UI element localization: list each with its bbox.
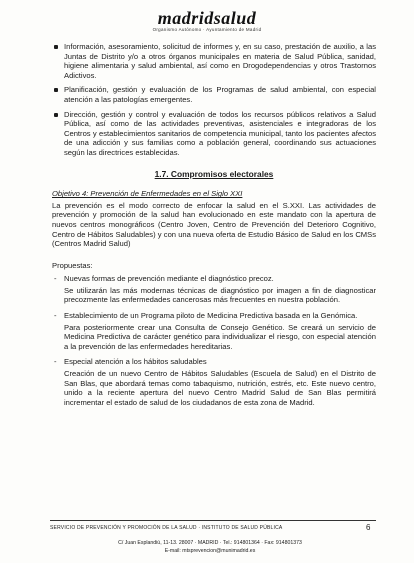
bullet-item: Planificación, gestión y evaluación de los Programas de salud ambiental, con especial atención a las patologías emergentes.	[52, 85, 376, 104]
address-line: C/ Juan Esplandiú, 11-13. 28007 · MADRID · Tel.: 914801364 · Fax: 914801373	[118, 540, 302, 546]
footer-divider	[50, 520, 376, 521]
objective-text: La prevención es el modo correcto de enfocar la salud en el S.XXI. Las actividades de prevención y promoción de la salud han evolucionado en este mandato con la apertura de nuevos centros monográficos (Centro Joven, Centro de Prevención del Deterioro Cognitivo, Centro de Hábitos Saludables) y con una nueva oferta de Estudio Básico de Salud en los CMSs (Centros Madrid Salud)	[52, 200, 376, 249]
logo-subtitle: Organismo Autónomo · Ayuntamiento de Madrid	[152, 27, 262, 32]
page-number: 6	[366, 523, 371, 532]
proposal-text: Para posteriormente crear una Consulta de Consejo Genético. Se creará un servicio de Medicina Predictiva de carácter genético para individualizar el riesgo, con especial atención a la prevención de las enfermedades hereditarias.	[64, 322, 376, 351]
proposal-text: Creación de un nuevo Centro de Hábitos Saludables (Escuela de Salud) en el Distrito de San Blas, que abordará temas como tabaquismo, nutrición, estrés, etc. Este nuevo centro, unido a la reciente apertura del nuevo Centro Madrid Salud de San Blas permitirá incrementar el estado de salud de los ciudadanos de esta zona de Madrid.	[64, 369, 376, 407]
objective-title: Objetivo 4: Prevención de Enfermedades en el Siglo XXI	[52, 189, 243, 199]
footer-service-line: SERVICIO DE PREVENCIÓN Y PROMOCIÓN DE LA SALUD · INSTITUTO DE SALUD PÚBLICA	[50, 525, 283, 531]
bullet-item: Dirección, gestión y control y evaluación de todos los recursos públicos relativos a Salud Pública, así como de las actividades preventivas, asistenciales e integradoras de los Centros y establecimientos sanitarios de competencia municipal, tanto los pacientes afectos de una adicción y sus familias como a población general, coordinando sus actuaciones según las directrices establecidas.	[52, 110, 376, 158]
proposal-title: - Establecimiento de un Programa piloto de Medicina Predictiva basada en la Genómica.	[52, 311, 376, 321]
email-line: E-mail: mtsprevencion@munimadrid.es	[164, 547, 256, 554]
proposal-title: - Especial atención a los hábitos saludables	[52, 357, 376, 367]
proposal-text: Se utilizarán las más modernas técnicas de diagnóstico por imagen a fin de diagnosticar precozmente las enfermedades cancerosas más frecuentes en nuestra población.	[64, 285, 376, 305]
header	[0, 8, 414, 32]
madrid-salud-logo: madridsalud	[157, 8, 257, 28]
section-title: 1.7. Compromisos electorales	[154, 168, 274, 179]
footer-address	[60, 540, 360, 555]
proposal-title: - Nuevas formas de prevención mediante el diagnóstico precoz.	[52, 274, 376, 284]
bullet-item: Información, asesoramiento, solicitud de informes y, en su caso, prestación de auxilio, a las Juntas de Distrito y/o a otros órganos municipales en materia de Salud Pública, sanidad, higiene alimentaria y salud ambiental, así como en Drogodependencias y otros Trastornos Adictivos.	[52, 42, 376, 80]
content	[52, 42, 376, 413]
proposals-label: Propuestas:	[52, 260, 93, 270]
